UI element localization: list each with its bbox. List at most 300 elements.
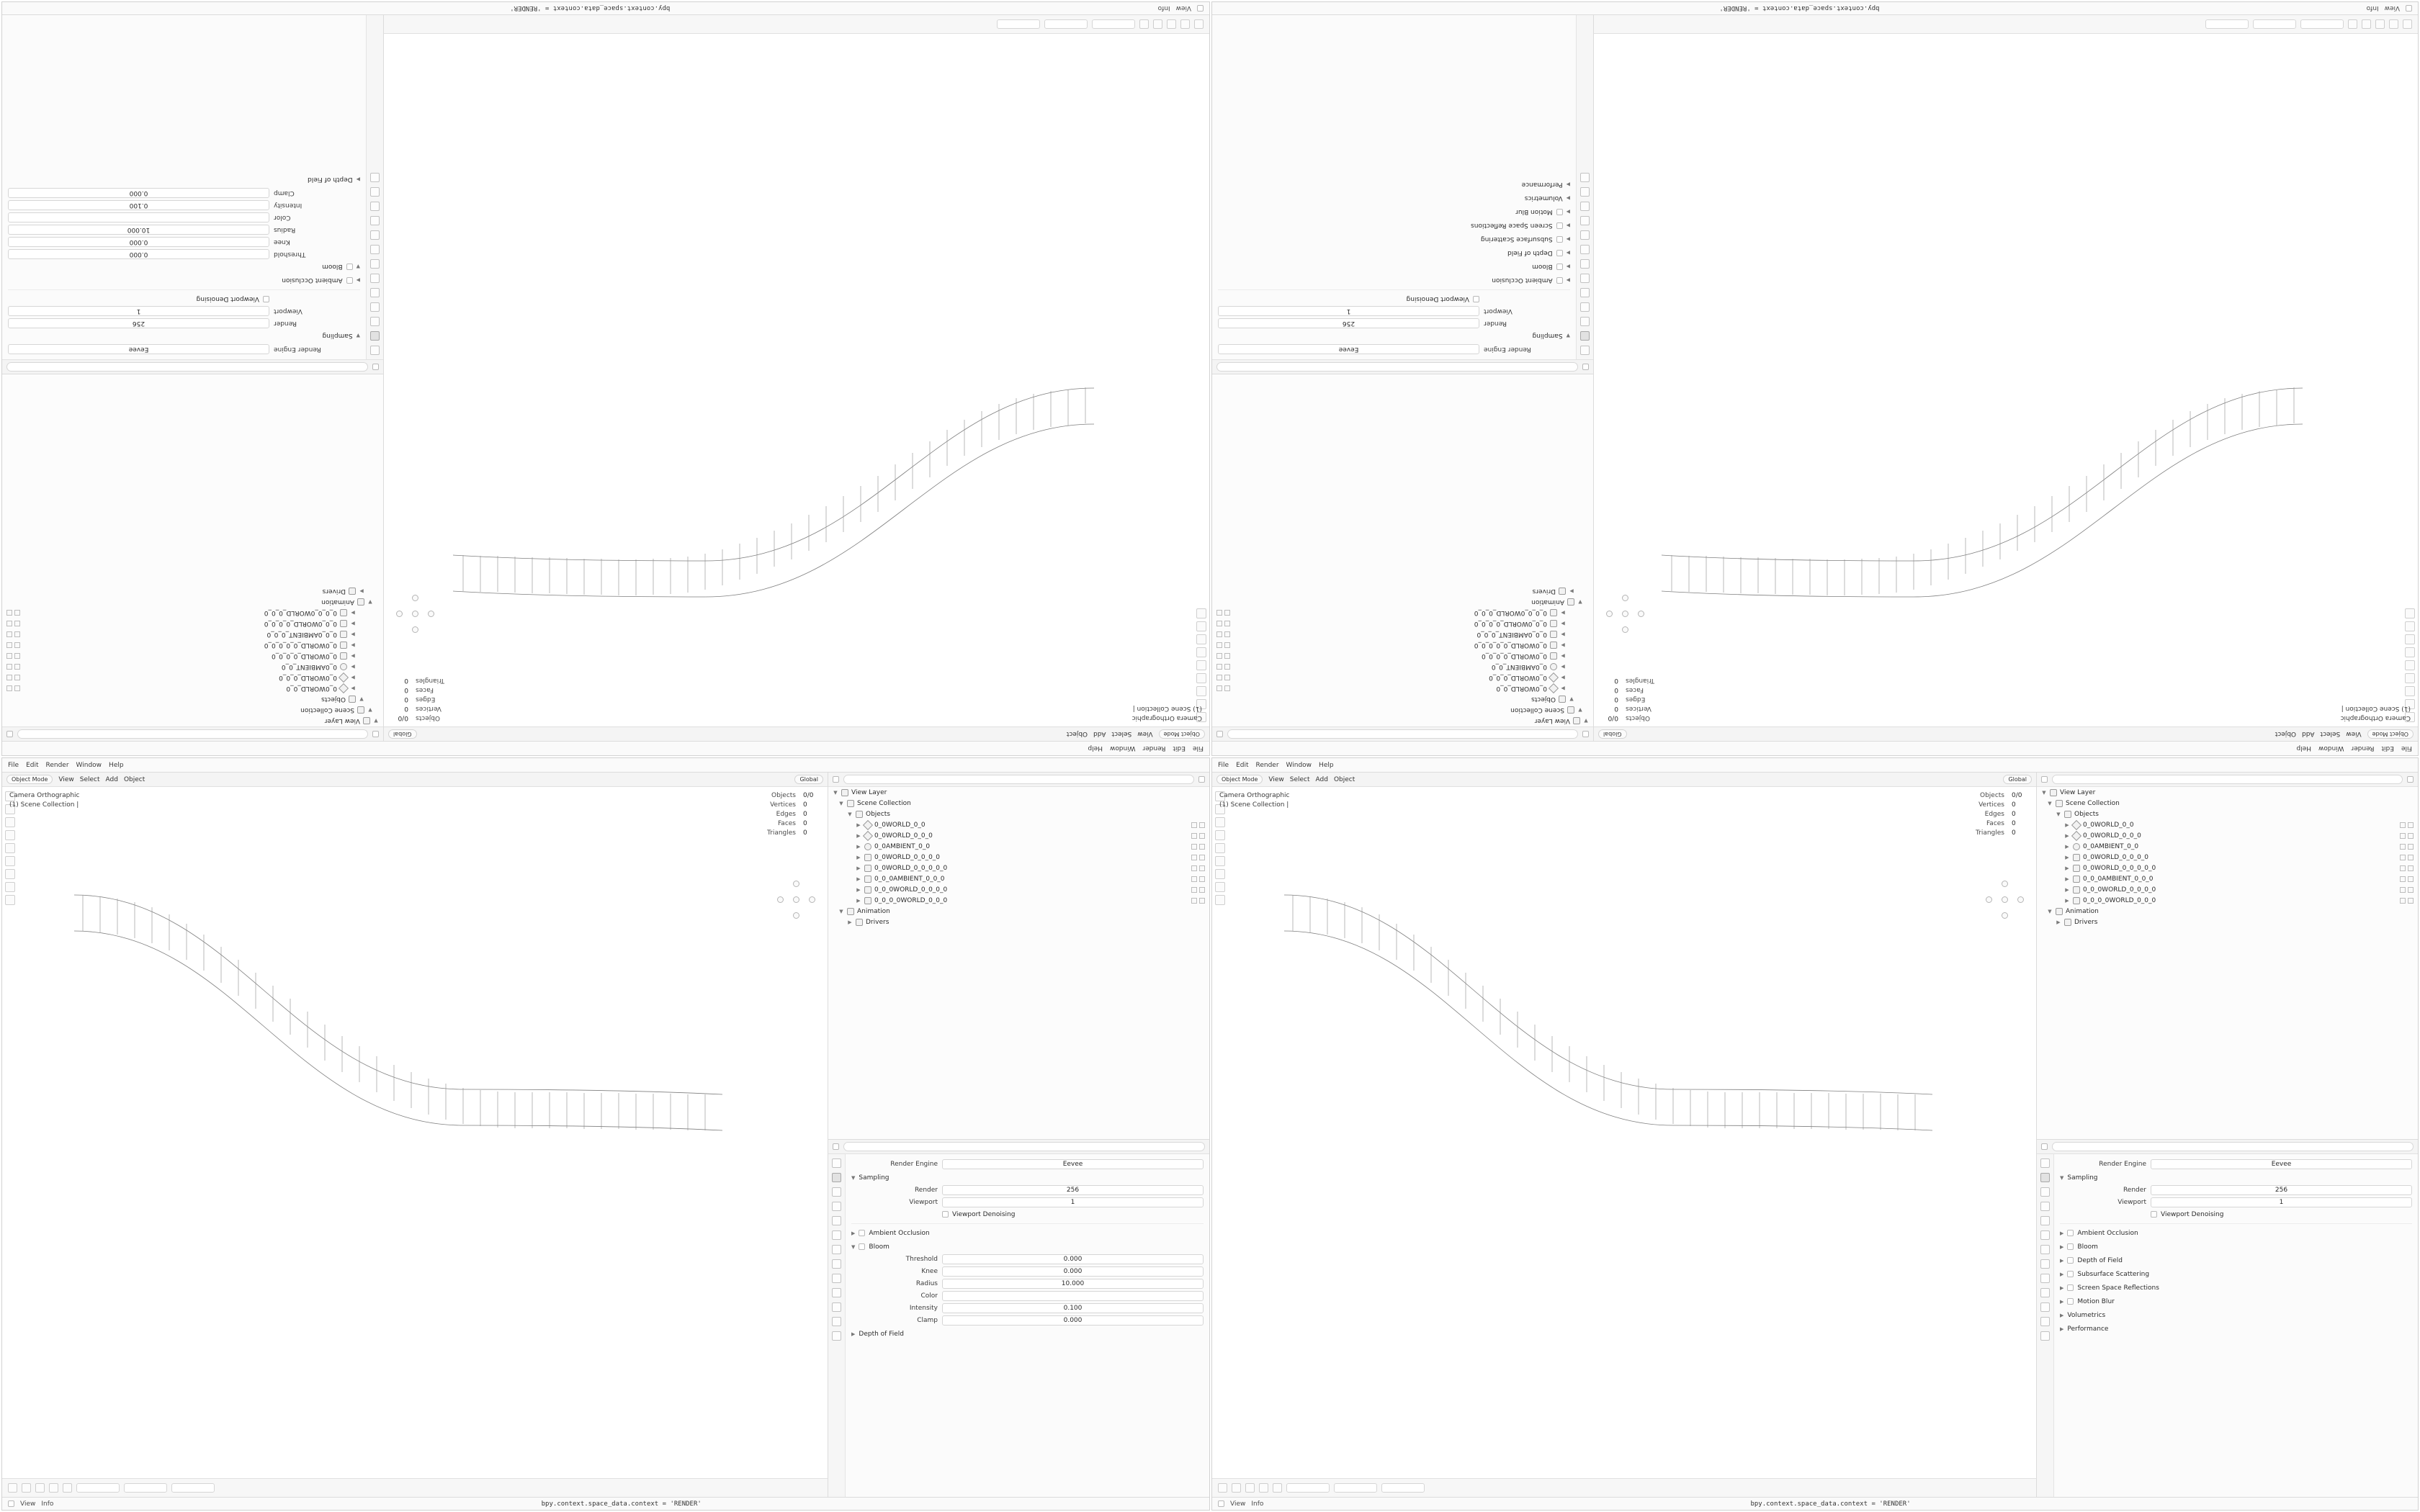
panel-performance[interactable] (2060, 1323, 2412, 1335)
viewport-denoising-row[interactable] (851, 1208, 1204, 1220)
viewport-menu-add[interactable]: Add (1315, 775, 1328, 783)
playback-next-keyframe-icon[interactable] (2362, 19, 2371, 29)
sampling-viewport-row[interactable] (8, 305, 360, 318)
tab-tool-icon[interactable] (2040, 1158, 2050, 1168)
row-visibility-icons[interactable] (2400, 855, 2418, 860)
status-menu-info[interactable]: Info (41, 1500, 54, 1508)
viewport-menu-view[interactable]: View (58, 775, 74, 783)
row-visibility-icons[interactable] (2400, 833, 2418, 839)
disclosure-triangle-icon[interactable]: ▶ (1566, 181, 1570, 188)
disclosure-triangle-icon[interactable]: ▶ (1561, 642, 1565, 649)
properties-editor[interactable] (2036, 1140, 2418, 1497)
disclosure-triangle-icon[interactable]: ▶ (2065, 865, 2069, 871)
outliner-row[interactable] (2, 629, 383, 640)
disclosure-triangle-icon[interactable]: ▶ (2065, 822, 2069, 828)
viewport-denoising-checkbox[interactable] (263, 296, 269, 302)
viewport-menu-object[interactable]: Object (1066, 730, 1088, 738)
row-visibility-icons[interactable] (1212, 665, 1230, 670)
outliner-editor[interactable] (1212, 374, 1594, 741)
menu-help[interactable]: Help (109, 761, 124, 769)
bloom-clamp-row[interactable] (8, 187, 360, 199)
outliner-row[interactable] (2, 651, 383, 662)
frame-start-field[interactable] (2253, 19, 2296, 29)
disclosure-triangle-icon[interactable]: ▼ (2048, 908, 2052, 914)
row-visibility-icons[interactable] (2, 686, 20, 692)
tab-physics-icon[interactable] (2040, 1288, 2050, 1297)
outliner-row[interactable] (828, 830, 1209, 841)
render-engine-row[interactable] (851, 1158, 1204, 1170)
object-mode-dropdown[interactable]: Object Mode (1159, 729, 1205, 739)
panel-ambient-occlusion[interactable] (851, 1227, 1204, 1239)
tab-material-icon[interactable] (370, 173, 380, 182)
row-visibility-icons[interactable] (1212, 686, 1230, 692)
bloom-checkbox[interactable] (346, 264, 353, 270)
playback-jump-end-icon[interactable] (2348, 19, 2357, 29)
bloom-clamp-field[interactable]: 0.000 (942, 1315, 1204, 1326)
navigation-gizmo[interactable] (1986, 881, 2025, 919)
menu-help[interactable]: Help (1088, 744, 1103, 752)
tab-render-icon[interactable] (370, 331, 380, 341)
menu-render[interactable]: Render (45, 761, 69, 769)
disclosure-triangle-icon[interactable]: ▶ (856, 865, 861, 871)
render-engine-row[interactable] (2060, 1158, 2412, 1170)
row-visibility-icons[interactable] (1212, 675, 1230, 681)
bloom-threshold-row[interactable] (851, 1253, 1204, 1265)
outliner-row[interactable] (2, 672, 383, 683)
outliner-row[interactable] (828, 906, 1209, 917)
outliner-row[interactable] (828, 798, 1209, 809)
menu-render[interactable]: Render (1142, 744, 1166, 752)
outliner-row[interactable] (2, 618, 383, 629)
row-visibility-icons[interactable] (1191, 844, 1209, 850)
outliner-row[interactable] (1212, 608, 1593, 618)
disclosure-triangle-icon[interactable]: ▶ (1566, 264, 1570, 270)
properties-editor-type-icon[interactable] (2041, 1143, 2048, 1150)
disclosure-triangle-icon[interactable]: ▶ (856, 832, 861, 839)
playback-prev-keyframe-icon[interactable] (1232, 1483, 1241, 1493)
properties-tab-column[interactable] (366, 15, 383, 359)
disclosure-triangle-icon[interactable]: ▼ (839, 800, 843, 806)
disclosure-triangle-icon[interactable]: ▼ (2056, 811, 2061, 817)
properties-search-input[interactable] (843, 1142, 1205, 1151)
disclosure-triangle-icon[interactable]: ▼ (839, 908, 843, 914)
menu-file[interactable]: File (2401, 744, 2412, 752)
bloom-radius-row[interactable] (851, 1277, 1204, 1290)
disclosure-triangle-icon[interactable]: ▶ (1566, 236, 1570, 243)
tab-object-icon[interactable] (1580, 259, 1590, 269)
transform-orientation-dropdown[interactable]: Global (2003, 775, 2032, 784)
viewport-menu-object[interactable]: Object (1333, 775, 1355, 783)
tab-scene-icon[interactable] (2040, 1216, 2050, 1225)
sampling-viewport-field[interactable]: 1 (1218, 307, 1479, 317)
disclosure-triangle-icon[interactable]: ▼ (359, 696, 364, 703)
navigation-gizmo[interactable] (1605, 594, 1644, 633)
outliner-display-mode-icon[interactable] (1582, 731, 1589, 737)
outliner-row[interactable] (2, 716, 383, 726)
tab-render-icon[interactable] (1580, 331, 1590, 341)
panel-performance[interactable] (1218, 179, 1570, 191)
disclosure-triangle-icon[interactable]: ▶ (1569, 588, 1574, 595)
outliner-row[interactable] (2037, 863, 2418, 873)
status-menu-info[interactable]: Info (2366, 4, 2379, 12)
bloom-knee-row[interactable] (8, 236, 360, 248)
timeline-editor[interactable] (2, 1478, 828, 1497)
bloom-color-row[interactable] (851, 1290, 1204, 1302)
tab-tool-icon[interactable] (1580, 346, 1590, 355)
row-visibility-icons[interactable] (2, 675, 20, 681)
disclosure-triangle-icon[interactable]: ▼ (368, 599, 372, 606)
panel-ambient-occlusion[interactable] (8, 274, 360, 287)
disclosure-triangle-icon[interactable]: ▶ (351, 631, 355, 638)
outliner-row[interactable] (1212, 716, 1593, 726)
outliner-display-mode-icon[interactable] (2041, 776, 2048, 783)
menu-edit[interactable]: Edit (26, 761, 39, 769)
viewport-menu-add[interactable]: Add (1093, 730, 1106, 738)
disclosure-triangle-icon[interactable]: ▶ (1561, 621, 1565, 627)
tab-particles-icon[interactable] (2040, 1274, 2050, 1283)
outliner-editor[interactable] (828, 773, 1209, 1140)
row-visibility-icons[interactable] (1212, 643, 1230, 649)
menu-window[interactable]: Window (76, 761, 102, 769)
playback-next-keyframe-icon[interactable] (1153, 19, 1162, 29)
outliner-row[interactable] (2, 662, 383, 672)
sampling-render-field[interactable]: 256 (1218, 319, 1479, 329)
tab-particles-icon[interactable] (370, 230, 380, 240)
disclosure-triangle-icon[interactable]: ▶ (851, 1230, 856, 1236)
row-visibility-icons[interactable] (1191, 833, 1209, 839)
outliner-row[interactable] (2037, 917, 2418, 927)
menu-file[interactable]: File (8, 761, 19, 769)
row-visibility-icons[interactable] (2, 643, 20, 649)
outliner-row[interactable] (1212, 586, 1593, 597)
disclosure-triangle-icon[interactable]: ▶ (2065, 876, 2069, 882)
disclosure-triangle-icon[interactable]: ▶ (1561, 685, 1565, 692)
transform-orientation-dropdown[interactable]: Global (1598, 729, 1627, 739)
tab-constraint-icon[interactable] (370, 202, 380, 211)
row-visibility-icons[interactable] (2400, 876, 2418, 882)
ambient-occlusion-checkbox[interactable] (2067, 1230, 2074, 1236)
disclosure-triangle-icon[interactable]: ▼ (356, 264, 360, 270)
panel-bloom[interactable] (851, 1241, 1204, 1253)
outliner-row[interactable] (1212, 662, 1593, 672)
sampling-viewport-field[interactable]: 1 (8, 307, 269, 317)
viewport-menu-object[interactable]: Object (123, 775, 145, 783)
tab-output-icon[interactable] (1580, 317, 1590, 326)
row-visibility-icons[interactable] (1212, 632, 1230, 638)
tab-render-icon[interactable] (2040, 1173, 2050, 1182)
bloom-intensity-field[interactable]: 0.100 (942, 1303, 1204, 1313)
bloom-intensity-row[interactable] (851, 1302, 1204, 1314)
panel-ambient-occlusion[interactable] (1218, 274, 1570, 287)
viewport-denoising-checkbox[interactable] (2151, 1211, 2157, 1218)
panel-depth-of-field[interactable] (8, 174, 360, 186)
disclosure-triangle-icon[interactable]: ▶ (1566, 250, 1570, 256)
screen-space-reflections-checkbox[interactable] (1556, 222, 1563, 229)
sampling-render-row[interactable] (2060, 1184, 2412, 1196)
tab-world-icon[interactable] (2040, 1230, 2050, 1240)
disclosure-triangle-icon[interactable]: ▼ (833, 789, 838, 796)
outliner-filter-icon[interactable] (6, 731, 13, 737)
transform-orientation-dropdown[interactable]: Global (794, 775, 823, 784)
sampling-viewport-row[interactable] (2060, 1196, 2412, 1208)
outliner-display-mode-icon[interactable] (372, 731, 379, 737)
menu-edit[interactable]: Edit (1236, 761, 1249, 769)
bloom-knee-field[interactable]: 0.000 (8, 238, 269, 248)
properties-editor-type-icon[interactable] (1582, 364, 1589, 370)
playback-jump-end-icon[interactable] (1273, 1483, 1282, 1493)
bloom-checkbox[interactable] (859, 1243, 865, 1250)
tab-material-icon[interactable] (1580, 173, 1590, 182)
bloom-color-swatch[interactable] (8, 213, 269, 223)
playback-jump-start-icon[interactable] (2403, 19, 2412, 29)
disclosure-triangle-icon[interactable]: ▶ (351, 653, 355, 660)
outliner-row[interactable] (1212, 629, 1593, 640)
disclosure-triangle-icon[interactable]: ▶ (1561, 664, 1565, 670)
outliner-row[interactable] (828, 787, 1209, 798)
outliner-editor[interactable] (2, 374, 384, 741)
outliner-row[interactable] (1212, 672, 1593, 683)
playback-play-icon[interactable] (2375, 19, 2385, 29)
disclosure-triangle-icon[interactable]: ▶ (1566, 277, 1570, 284)
viewport-menu-view[interactable]: View (1137, 730, 1153, 738)
outliner-row[interactable] (2, 683, 383, 694)
disclosure-triangle-icon[interactable]: ▶ (2065, 843, 2069, 850)
sampling-viewport-field[interactable]: 1 (2151, 1197, 2412, 1207)
tab-output-icon[interactable] (832, 1187, 841, 1197)
panel-motion-blur[interactable] (2060, 1295, 2412, 1308)
sampling-section-header[interactable] (851, 1171, 1204, 1184)
disclosure-triangle-icon[interactable]: ▼ (851, 1174, 856, 1181)
viewport-menu-object[interactable]: Object (2275, 730, 2297, 738)
disclosure-triangle-icon[interactable]: ▼ (1578, 599, 1582, 606)
panel-bloom[interactable] (8, 261, 360, 273)
row-visibility-icons[interactable] (2400, 898, 2418, 904)
outliner-row[interactable] (1212, 597, 1593, 608)
transform-orientation-dropdown[interactable]: Global (388, 729, 417, 739)
disclosure-triangle-icon[interactable]: ▶ (848, 919, 852, 925)
sampling-render-row[interactable] (1218, 318, 1570, 330)
viewport-menu-add[interactable]: Add (2302, 730, 2315, 738)
panel-depth-of-field[interactable] (2060, 1254, 2412, 1266)
viewport-3d[interactable] (384, 15, 1209, 741)
depth-of-field-checkbox[interactable] (2067, 1257, 2074, 1264)
outliner-row[interactable] (1212, 683, 1593, 694)
tab-material-icon[interactable] (832, 1331, 841, 1341)
status-menu-view[interactable]: View (1230, 1500, 1246, 1508)
menu-help[interactable]: Help (2296, 744, 2311, 752)
menu-render[interactable]: Render (2351, 744, 2375, 752)
outliner-row[interactable] (2037, 852, 2418, 863)
outliner-row[interactable] (1212, 640, 1593, 651)
tab-view-layer-icon[interactable] (2040, 1202, 2050, 1211)
sampling-render-field[interactable]: 256 (8, 319, 269, 329)
outliner-filter-icon[interactable] (1216, 731, 1223, 737)
outliner-row[interactable] (2037, 884, 2418, 895)
frame-start-field[interactable] (1334, 1483, 1377, 1493)
playback-next-keyframe-icon[interactable] (1259, 1483, 1268, 1493)
render-engine-dropdown[interactable]: Eevee (1218, 345, 1479, 355)
properties-search-input[interactable] (6, 362, 368, 372)
viewport-denoising-row[interactable] (1218, 293, 1570, 305)
bloom-clamp-row[interactable] (851, 1314, 1204, 1326)
sampling-viewport-field[interactable]: 1 (942, 1197, 1204, 1207)
tab-constraint-icon[interactable] (1580, 202, 1590, 211)
disclosure-triangle-icon[interactable]: ▼ (2048, 800, 2052, 806)
playback-jump-end-icon[interactable] (63, 1483, 72, 1493)
status-menu-view[interactable]: View (2384, 4, 2400, 12)
tab-view-layer-icon[interactable] (832, 1202, 841, 1211)
menu-file[interactable]: File (1218, 761, 1229, 769)
tab-view-layer-icon[interactable] (370, 302, 380, 312)
outliner-row[interactable] (2037, 873, 2418, 884)
outliner-filter-icon[interactable] (2407, 776, 2414, 783)
outliner-editor[interactable] (2036, 773, 2418, 1140)
tab-view-layer-icon[interactable] (1580, 302, 1590, 312)
tab-object-icon[interactable] (832, 1245, 841, 1254)
bloom-clamp-field[interactable]: 0.000 (8, 189, 269, 199)
disclosure-triangle-icon[interactable]: ▶ (2060, 1298, 2064, 1305)
disclosure-triangle-icon[interactable]: ▼ (1566, 333, 1570, 339)
frame-start-field[interactable] (124, 1483, 167, 1493)
subsurface-scattering-checkbox[interactable] (2067, 1271, 2074, 1277)
panel-subsurface-scattering[interactable] (1218, 233, 1570, 246)
panel-screen-space-reflections[interactable] (1218, 220, 1570, 232)
disclosure-triangle-icon[interactable]: ▶ (2065, 854, 2069, 860)
tab-data-icon[interactable] (1580, 187, 1590, 197)
timeline-editor[interactable] (384, 15, 1209, 34)
outliner-row[interactable] (1212, 618, 1593, 629)
menu-edit[interactable]: Edit (1173, 744, 1186, 752)
disclosure-triangle-icon[interactable]: ▶ (351, 642, 355, 649)
object-mode-dropdown[interactable]: Object Mode (1216, 775, 1263, 784)
playback-next-keyframe-icon[interactable] (49, 1483, 58, 1493)
viewport-denoising-row[interactable] (2060, 1208, 2412, 1220)
disclosure-triangle-icon[interactable]: ▼ (2060, 1174, 2064, 1181)
frame-end-field[interactable] (171, 1483, 215, 1493)
menu-help[interactable]: Help (1319, 761, 1334, 769)
outliner-row[interactable] (828, 819, 1209, 830)
status-menu-view[interactable]: View (20, 1500, 36, 1508)
playback-play-icon[interactable] (1245, 1483, 1255, 1493)
row-visibility-icons[interactable] (2, 621, 20, 627)
outliner-row[interactable] (2037, 895, 2418, 906)
disclosure-triangle-icon[interactable]: ▶ (351, 621, 355, 627)
viewport-denoising-checkbox[interactable] (1473, 296, 1479, 302)
tab-world-icon[interactable] (832, 1230, 841, 1240)
properties-editor[interactable] (828, 1140, 1209, 1497)
outliner-row[interactable] (828, 917, 1209, 927)
tab-tool-icon[interactable] (370, 346, 380, 355)
bloom-knee-field[interactable]: 0.000 (942, 1266, 1204, 1277)
bloom-checkbox[interactable] (2067, 1243, 2074, 1250)
outliner-search-input[interactable] (1227, 729, 1578, 739)
sampling-viewport-row[interactable] (1218, 305, 1570, 318)
disclosure-triangle-icon[interactable]: ▶ (856, 897, 861, 904)
navigation-gizmo[interactable] (395, 594, 434, 633)
panel-volumetrics[interactable] (1218, 192, 1570, 204)
bloom-intensity-field[interactable]: 0.100 (8, 201, 269, 211)
tab-output-icon[interactable] (2040, 1187, 2050, 1197)
disclosure-triangle-icon[interactable]: ▶ (2060, 1271, 2064, 1277)
row-visibility-icons[interactable] (2400, 887, 2418, 893)
row-visibility-icons[interactable] (1191, 865, 1209, 871)
outliner-row[interactable] (2, 640, 383, 651)
row-visibility-icons[interactable] (1212, 611, 1230, 616)
outliner-filter-icon[interactable] (1198, 776, 1205, 783)
row-visibility-icons[interactable] (2, 654, 20, 660)
object-mode-dropdown[interactable]: Object Mode (6, 775, 53, 784)
sampling-render-field[interactable]: 256 (2151, 1185, 2412, 1195)
outliner-search-input[interactable] (17, 729, 368, 739)
row-visibility-icons[interactable] (1191, 822, 1209, 828)
tab-world-icon[interactable] (1580, 274, 1590, 283)
disclosure-triangle-icon[interactable]: ▶ (359, 588, 364, 595)
disclosure-triangle-icon[interactable]: ▼ (851, 1243, 856, 1250)
properties-tab-column[interactable] (1576, 15, 1593, 359)
row-visibility-icons[interactable] (1191, 855, 1209, 860)
status-menu-info[interactable]: Info (1157, 4, 1170, 12)
properties-editor-type-icon[interactable] (372, 364, 379, 370)
disclosure-triangle-icon[interactable]: ▶ (856, 854, 861, 860)
disclosure-triangle-icon[interactable]: ▶ (351, 675, 355, 681)
viewport-3d[interactable] (1594, 15, 2418, 741)
disclosure-triangle-icon[interactable]: ▶ (2065, 897, 2069, 904)
disclosure-triangle-icon[interactable]: ▼ (374, 718, 378, 724)
row-visibility-icons[interactable] (2400, 844, 2418, 850)
playback-play-icon[interactable] (35, 1483, 45, 1493)
tab-constraint-icon[interactable] (2040, 1302, 2050, 1312)
disclosure-triangle-icon[interactable]: ▶ (1561, 675, 1565, 681)
disclosure-triangle-icon[interactable]: ▶ (356, 176, 360, 183)
panel-depth-of-field[interactable] (1218, 247, 1570, 259)
disclosure-triangle-icon[interactable]: ▼ (2042, 789, 2046, 796)
outliner-row[interactable] (2037, 798, 2418, 809)
motion-blur-checkbox[interactable] (2067, 1298, 2074, 1305)
tab-tool-icon[interactable] (832, 1158, 841, 1168)
menu-window[interactable]: Window (1286, 761, 1312, 769)
row-visibility-icons[interactable] (1191, 876, 1209, 882)
playback-jump-start-icon[interactable] (1194, 19, 1204, 29)
viewport-menu-select[interactable]: Select (1111, 730, 1132, 738)
bloom-checkbox[interactable] (1556, 264, 1563, 270)
ambient-occlusion-checkbox[interactable] (859, 1230, 865, 1236)
render-engine-dropdown[interactable]: Eevee (8, 345, 269, 355)
status-menu-view[interactable]: View (1175, 4, 1191, 12)
bloom-threshold-field[interactable]: 0.000 (8, 250, 269, 260)
disclosure-triangle-icon[interactable]: ▼ (1578, 707, 1582, 714)
bloom-color-swatch[interactable] (942, 1291, 1204, 1301)
tab-scene-icon[interactable] (370, 288, 380, 297)
playback-prev-keyframe-icon[interactable] (22, 1483, 31, 1493)
row-visibility-icons[interactable] (1191, 887, 1209, 893)
timeline-editor[interactable] (1212, 1478, 2036, 1497)
disclosure-triangle-icon[interactable]: ▶ (2060, 1312, 2064, 1318)
viewport-menu-view[interactable]: View (1268, 775, 1284, 783)
tab-physics-icon[interactable] (1580, 216, 1590, 225)
sampling-render-field[interactable]: 256 (942, 1185, 1204, 1195)
sampling-viewport-row[interactable] (851, 1196, 1204, 1208)
outliner-row[interactable] (2037, 809, 2418, 819)
subsurface-scattering-checkbox[interactable] (1556, 236, 1563, 243)
outliner-row[interactable] (2, 694, 383, 705)
tab-world-icon[interactable] (370, 274, 380, 283)
viewport-menu-select[interactable]: Select (1289, 775, 1310, 783)
disclosure-triangle-icon[interactable]: ▶ (1561, 610, 1565, 616)
render-engine-row[interactable] (8, 343, 360, 356)
disclosure-triangle-icon[interactable]: ▶ (351, 664, 355, 670)
sampling-render-row[interactable] (8, 318, 360, 330)
tab-scene-icon[interactable] (1580, 288, 1590, 297)
